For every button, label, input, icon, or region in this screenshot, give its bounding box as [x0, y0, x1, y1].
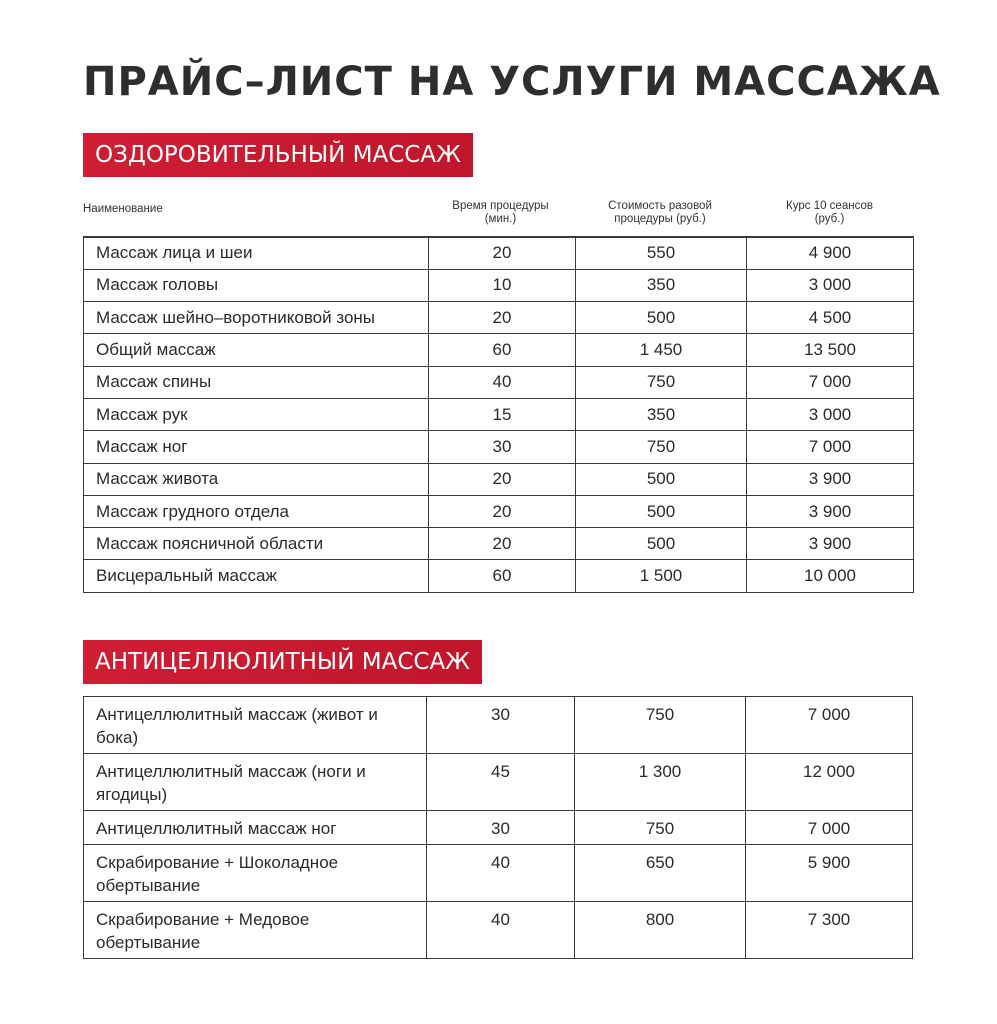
- service-name-cell: Висцеральный массаж: [84, 560, 429, 592]
- service-name-cell: Массаж головы: [84, 269, 429, 301]
- single-price-cell: 1 450: [576, 334, 747, 366]
- single-price-cell: 750: [576, 366, 747, 398]
- course-price-cell: 3 900: [747, 528, 914, 560]
- price-table-health: [83, 236, 914, 593]
- course-price-cell: 7 000: [747, 431, 914, 463]
- column-header-price-line2: процедуры (руб.): [614, 213, 706, 225]
- duration-cell: 20: [429, 237, 576, 269]
- duration-cell: 60: [429, 334, 576, 366]
- single-price-cell: 750: [575, 697, 746, 754]
- course-price-cell: 4 900: [747, 237, 914, 269]
- single-price-cell: 1 300: [575, 754, 746, 811]
- service-name-cell: Массаж ног: [84, 431, 429, 463]
- course-price-cell: 3 000: [747, 398, 914, 430]
- duration-cell: 30: [427, 697, 575, 754]
- table-row: [84, 463, 914, 495]
- service-name-cell: Массаж поясничной области: [84, 528, 429, 560]
- course-price-cell: 5 900: [746, 845, 913, 902]
- table-row: [84, 697, 913, 754]
- course-price-cell: 7 000: [746, 697, 913, 754]
- single-price-cell: 650: [575, 845, 746, 902]
- course-price-cell: 3 900: [747, 495, 914, 527]
- single-price-cell: 350: [576, 398, 747, 430]
- single-price-cell: 750: [576, 431, 747, 463]
- single-price-cell: 500: [576, 463, 747, 495]
- single-price-cell: 750: [575, 811, 746, 845]
- table-row: [84, 237, 914, 269]
- table-row: [84, 560, 914, 592]
- table-row: [84, 431, 914, 463]
- column-header-price-line1: Стоимость разовой: [608, 200, 712, 212]
- table-row: [84, 269, 914, 301]
- duration-cell: 15: [429, 398, 576, 430]
- service-name-cell: Скрабирование + Медовое обертывание: [84, 902, 427, 959]
- section-banner-health: ОЗДОРОВИТЕЛЬНЫЙ МАССАЖ: [83, 133, 473, 177]
- price-table-anticellulite: [83, 696, 913, 959]
- service-name-cell: Скрабирование + Шоколадное обертывание: [84, 845, 427, 902]
- column-header-price: [576, 200, 744, 226]
- course-price-cell: 10 000: [747, 560, 914, 592]
- service-name-cell: Общий массаж: [84, 334, 429, 366]
- section-banner-anticellulite: АНТИЦЕЛЛЮЛИТНЫЙ МАССАЖ: [83, 640, 482, 684]
- duration-cell: 40: [429, 366, 576, 398]
- duration-cell: 40: [427, 845, 575, 902]
- service-name-cell: Массаж шейно–воротниковой зоны: [84, 302, 429, 334]
- course-price-cell: 7 000: [747, 366, 914, 398]
- single-price-cell: 550: [576, 237, 747, 269]
- table-row: [84, 495, 914, 527]
- page-title: ПРАЙС–ЛИСТ НА УСЛУГИ МАССАЖА: [83, 59, 941, 105]
- duration-cell: 60: [429, 560, 576, 592]
- single-price-cell: 500: [576, 495, 747, 527]
- column-headers: [83, 200, 913, 234]
- table-row: [84, 811, 913, 845]
- table-row: [84, 902, 913, 959]
- service-name-cell: Массаж лица и шеи: [84, 237, 429, 269]
- table-row: [84, 302, 914, 334]
- column-header-course: [746, 200, 913, 226]
- course-price-cell: 3 000: [747, 269, 914, 301]
- table-row: [84, 754, 913, 811]
- duration-cell: 10: [429, 269, 576, 301]
- single-price-cell: 1 500: [576, 560, 747, 592]
- service-name-cell: Массаж живота: [84, 463, 429, 495]
- course-price-cell: 13 500: [747, 334, 914, 366]
- course-price-cell: 3 900: [747, 463, 914, 495]
- service-name-cell: Антицеллюлитный массаж (живот и бока): [84, 697, 427, 754]
- duration-cell: 40: [427, 902, 575, 959]
- service-name-cell: Антицеллюлитный массаж ног: [84, 811, 427, 845]
- column-header-name: Наименование: [83, 203, 163, 215]
- table-row: [84, 366, 914, 398]
- duration-cell: 20: [429, 302, 576, 334]
- duration-cell: 20: [429, 463, 576, 495]
- service-name-cell: Массаж грудного отдела: [84, 495, 429, 527]
- column-header-course-line1: Курс 10 сеансов: [786, 200, 873, 212]
- course-price-cell: 7 300: [746, 902, 913, 959]
- duration-cell: 30: [427, 811, 575, 845]
- duration-cell: 20: [429, 495, 576, 527]
- single-price-cell: 350: [576, 269, 747, 301]
- table-row: [84, 334, 914, 366]
- column-header-course-line2: (руб.): [814, 213, 845, 225]
- table-row: [84, 398, 914, 430]
- course-price-cell: 12 000: [746, 754, 913, 811]
- column-header-time-line1: Время процедуры: [452, 200, 549, 212]
- column-header-time: [428, 200, 573, 226]
- service-name-cell: Антицеллюлитный массаж (ноги и ягодицы): [84, 754, 427, 811]
- single-price-cell: 500: [576, 528, 747, 560]
- course-price-cell: 7 000: [746, 811, 913, 845]
- single-price-cell: 500: [576, 302, 747, 334]
- service-name-cell: Массаж рук: [84, 398, 429, 430]
- duration-cell: 45: [427, 754, 575, 811]
- table-row: [84, 845, 913, 902]
- duration-cell: 30: [429, 431, 576, 463]
- column-header-time-line2: (мин.): [484, 213, 517, 225]
- duration-cell: 20: [429, 528, 576, 560]
- service-name-cell: Массаж спины: [84, 366, 429, 398]
- course-price-cell: 4 500: [747, 302, 914, 334]
- table-row: [84, 528, 914, 560]
- single-price-cell: 800: [575, 902, 746, 959]
